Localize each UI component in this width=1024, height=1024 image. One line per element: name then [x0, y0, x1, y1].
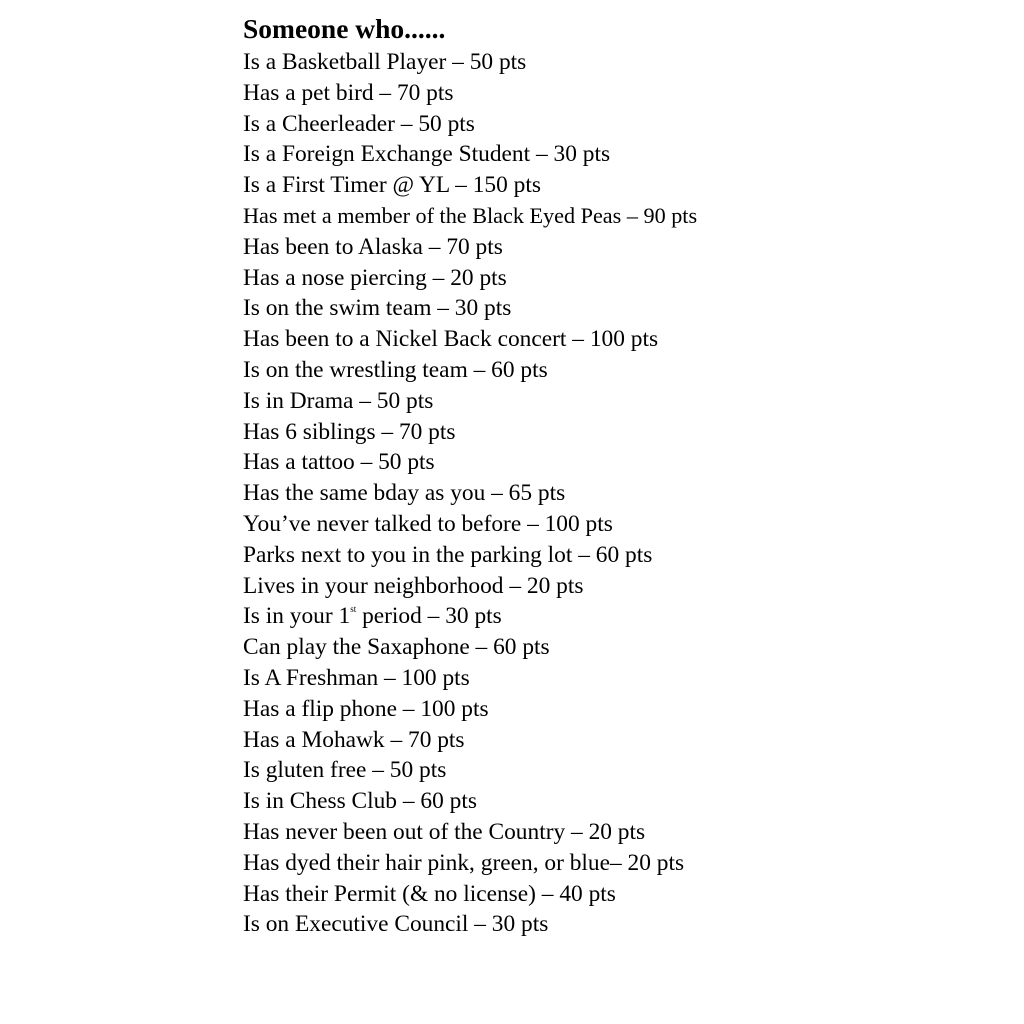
list-item: Has 6 siblings – 70 pts — [243, 418, 456, 445]
list-item: Is in Chess Club – 60 pts — [243, 788, 477, 815]
list-item: Is a First Timer @ YL – 150 pts — [243, 172, 541, 199]
list-item: Has never been out of the Country – 20 pts — [243, 818, 646, 845]
criteria-list — [243, 47, 1003, 940]
list-item: Is a Foreign Exchange Student – 30 pts — [243, 141, 611, 168]
list-item: Has a nose piercing – 20 pts — [243, 264, 507, 291]
list-item: Is A Freshman – 100 pts — [243, 664, 470, 691]
list-item: Is a Basketball Player – 50 pts — [243, 49, 527, 75]
list-item: Parks next to you in the parking lot – 60 pts — [243, 541, 653, 568]
list-item: Has a pet bird – 70 pts — [243, 79, 454, 106]
list-item: Has a Mohawk – 70 pts — [243, 726, 465, 753]
list-item: Is on the swim team – 30 pts — [243, 295, 512, 322]
list-item: Has their Permit (& no license) – 40 pts — [243, 880, 616, 907]
ordinal-superscript: st — [350, 604, 357, 615]
list-item: You’ve never talked to before – 100 pts — [243, 510, 613, 537]
list-item: Is gluten free – 50 pts — [243, 757, 447, 784]
list-item: Is on Executive Council – 30 pts — [243, 911, 549, 938]
list-item-text: period – 30 pts — [356, 603, 502, 630]
document-heading: Someone who...... — [243, 13, 446, 44]
list-item: Has been to a Nickel Back concert – 100 pts — [243, 326, 659, 353]
list-item: Can play the Saxaphone – 60 pts — [243, 634, 550, 661]
list-item: Has a flip phone – 100 pts — [243, 695, 489, 722]
list-item: Is on the wrestling team – 60 pts — [243, 356, 548, 383]
list-item: Has dyed their hair pink, green, or blue– 20 pts — [243, 849, 685, 876]
list-item: Has the same bday as you – 65 pts — [243, 480, 566, 507]
list-item: Is a Cheerleader – 50 pts — [243, 110, 475, 137]
list-item: Is in Drama – 50 pts — [243, 387, 434, 414]
list-item: Has a tattoo – 50 pts — [243, 449, 435, 476]
document-page — [243, 12, 1003, 940]
list-item: Has been to Alaska – 70 pts — [243, 233, 503, 260]
list-item: Lives in your neighborhood – 20 pts — [243, 572, 584, 599]
list-item-text: Is in your 1 — [243, 603, 351, 630]
list-item: Has met a member of the Black Eyed Peas – 90 pts — [243, 202, 698, 228]
list-item — [243, 601, 1003, 632]
